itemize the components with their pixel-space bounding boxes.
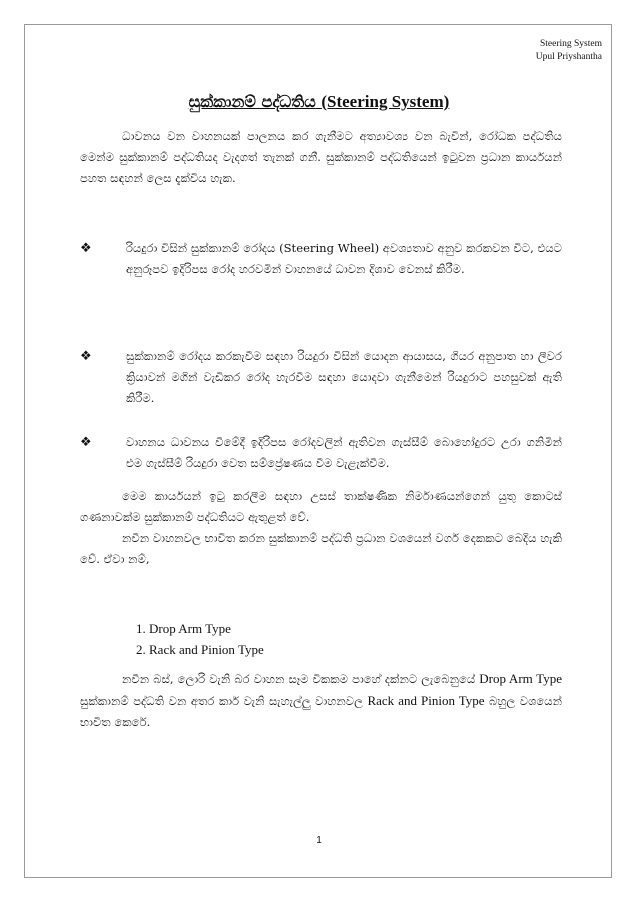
bullet-item-3 [80,432,562,474]
bullet-item-2 [80,346,562,409]
steering-types-list [136,618,264,660]
header-author: Upul Priyshantha [535,52,602,62]
diamond-bullet-icon: ❖ [80,435,92,450]
bullet-text-1: රියදුරා විසින් සුක්කානම් රෝදය (Steering Wheel) අවශ්‍යතාව අනුව කරකවන විට, එයට අනුරූපව ඉදිරිපස රෝද හරවමින් වාහනයේ ධාවන දිශාව වෙනස් කිරීම. [126,241,562,276]
title-sinhala: සුක්කානම් පද්ධතිය [188,92,316,111]
usage-text-1: නවීන බස්, ලොරි වැනි බර වාහන සෑම විකකම පාහේ දක්නට ලැබෙනුයේ [122,672,480,686]
usage-drop-arm: Drop Arm Type [479,671,562,686]
diamond-bullet-icon: ❖ [80,349,92,364]
running-header [536,38,602,64]
paragraph-components: මෙම කාර්යයන් ඉටු කරලීම සඳහා උසස් තාක්ෂණික නිර්මාණයන්ගෙන් යුතු කොටස් ගණනාවක්ම සුක්කානම් පද්ධතියට ඇතුළත් වේ. [80,489,562,524]
page-number: 1 [316,835,322,846]
header-topic: Steering System [539,39,602,49]
list-item: 1. Drop Arm Type [136,621,231,636]
bullet-text-2: සුක්කානම් රෝදය කරකැවීම සඳහා රියදුරා විසින් යොදන ආයාසය, ගියර අනුපාත හා ලීවර ක්‍රියාවන් මගින් වැඩිකර රෝද හැරවීම සඳහා යොදවා ගැනීමෙන් රියදුරාට පහසුවක් ඇති කිරීම. [126,349,562,405]
title-english: (Steering System) [321,92,450,111]
usage-text-2: සුක්කානම් පද්ධති වන අතර කාර් වැනි සැහැල්ලු වාහනවල [80,694,368,708]
bullet-item-1 [80,238,562,280]
list-item: 2. Rack and Pinion Type [136,642,264,657]
diamond-bullet-icon: ❖ [80,241,92,256]
paragraph-usage [80,668,562,733]
usage-text-3: බහුල වශයෙන් භාවිත කෙරේ. [80,694,563,729]
page-title [0,92,638,112]
bullet-text-3: වාහනය ධාවනය වීමේදී ඉදිරිපස රෝදවලින් ඇතිවන ගැස්සීම් බොහෝදුරට උරා ගනිමින් එම ගැස්සීම් රියදුරා වෙත සම්ප්‍රේෂණය වීම වැළැක්වීම. [126,435,562,470]
paragraph-types-intro: නවීන වාහනවල භාවිත කරන සුක්කානම් පද්ධති ප්‍රධාන වශයෙන් වර්ග දෙකකට බෙදිය හැකි වේ. ඒවා නම්, [80,531,562,566]
intro-paragraph: ධාවනය වන වාහනයක් පාලනය කර ගැනීමට අත්‍යාවශ්‍ය වන බැවින්, රෝධක පද්ධතිය මෙන්ම සුක්කානම් පද්ධතියද වැදගත් තැනක් ගනී. සුක්කානම් පද්ධතියෙන් ඉටුවන ප්‍රධාන කාර්යයන් පහත සඳහන් ලෙස දැක්විය හැක. [80,129,562,185]
usage-rack-pinion: Rack and Pinion Type [367,693,485,708]
